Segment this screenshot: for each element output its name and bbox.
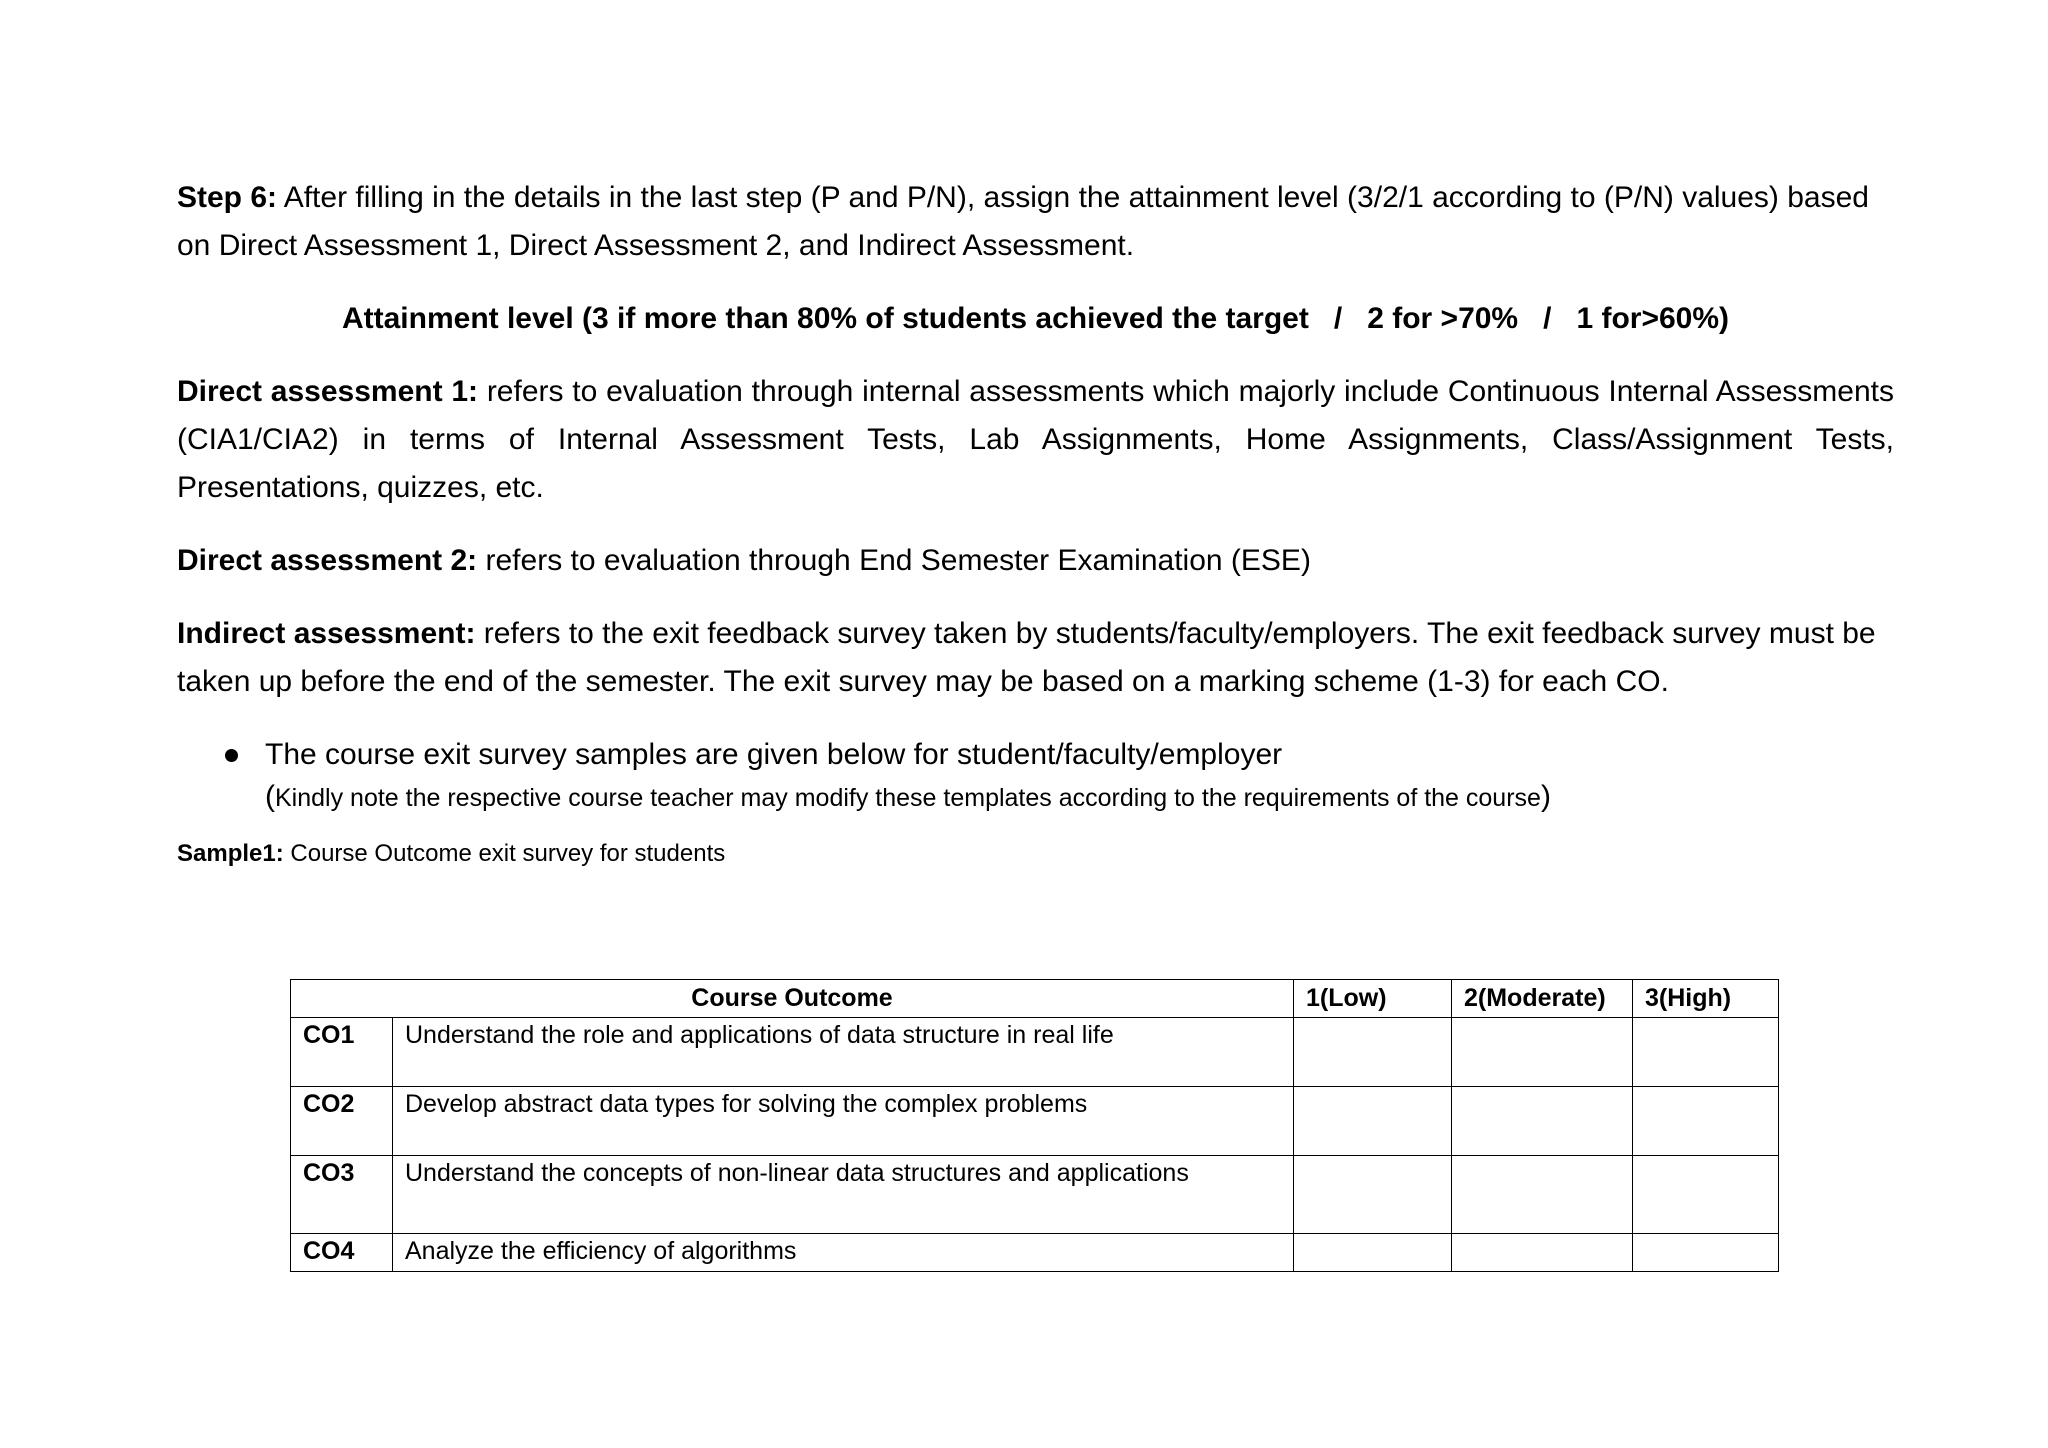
rating-high-cell[interactable] [1633, 1156, 1779, 1234]
indirect-assessment-label: Indirect assessment: [177, 617, 476, 650]
co-id-cell: CO2 [291, 1087, 393, 1156]
table-row [291, 1018, 1779, 1087]
direct-assessment-1-paragraph [177, 368, 1894, 512]
rating-low-cell[interactable] [1294, 1087, 1452, 1156]
direct-assessment-1-label: Direct assessment 1: [177, 375, 479, 408]
rating-moderate-cell[interactable] [1452, 1156, 1633, 1234]
indirect-assessment-text: refers to the exit feedback survey taken by students/faculty/employers. The exit feedback survey must be taken up before the end of the semester. The exit survey may be based on a marking scheme (1-3) for each CO. [177, 617, 1876, 698]
co-description-cell: Analyze the efficiency of algorithms [393, 1234, 1294, 1272]
rating-high-cell[interactable] [1633, 1234, 1779, 1272]
rating-low-cell[interactable] [1294, 1018, 1452, 1087]
rating-low-cell[interactable] [1294, 1156, 1452, 1234]
table-row [291, 1234, 1779, 1272]
direct-assessment-2-text: refers to evaluation through End Semester Examination (ESE) [477, 544, 1311, 577]
sample-caption [177, 834, 1894, 874]
rating-low-cell[interactable] [1294, 1234, 1452, 1272]
table-row [291, 1156, 1779, 1234]
header-low: 1(Low) [1294, 980, 1452, 1018]
table-header-row [291, 980, 1779, 1018]
note-open-paren: ( [265, 780, 275, 813]
sample-text: Course Outcome exit survey for students [283, 840, 726, 867]
attainment-level-heading: Attainment level (3 if more than 80% of students achieved the target / 2 for >70% / 1 for>60%) [341, 302, 1730, 335]
co-id-cell: CO1 [291, 1018, 393, 1087]
header-high: 3(High) [1633, 980, 1779, 1018]
direct-assessment-1-text: refers to evaluation through internal assessments which majorly include Continuous Internal Assessments (CIA1/CIA2) in terms of Internal Assessment Tests, Lab Assignments, Home Assignments, Class/Assignment Tests, Presentations, quizzes, etc. [177, 375, 1895, 504]
rating-high-cell[interactable] [1633, 1018, 1779, 1087]
bullet-list-item [177, 731, 1894, 816]
bullet-note [265, 779, 1894, 816]
step6-label: Step 6: [177, 181, 278, 214]
table-row [291, 1087, 1779, 1156]
rating-moderate-cell[interactable] [1452, 1018, 1633, 1087]
document-body [177, 174, 1894, 874]
step6-paragraph [177, 174, 1894, 270]
rating-high-cell[interactable] [1633, 1087, 1779, 1156]
sample-label: Sample1: [177, 840, 284, 867]
bullet-main-text: The course exit survey samples are given below for student/faculty/employer [265, 738, 1283, 771]
co-id-cell: CO4 [291, 1234, 393, 1272]
rating-moderate-cell[interactable] [1452, 1087, 1633, 1156]
direct-assessment-2-label: Direct assessment 2: [177, 544, 478, 577]
header-moderate: 2(Moderate) [1452, 980, 1633, 1018]
indirect-assessment-paragraph [177, 610, 1894, 706]
rating-moderate-cell[interactable] [1452, 1234, 1633, 1272]
co-description-cell: Understand the concepts of non-linear data structures and applications [393, 1156, 1294, 1234]
note-close-paren: ) [1540, 780, 1551, 813]
direct-assessment-2-paragraph [177, 537, 1894, 585]
co-description-cell: Understand the role and applications of data structure in real life [393, 1018, 1294, 1087]
step6-text: After filling in the details in the last step (P and P/N), assign the attainment level (3/2/1 according to (P/N) values) based on Direct Assessment 1, Direct Assessment 2, and Indirect Assessment. [177, 181, 1869, 262]
note-text: Kindly note the respective course teacher may modify these templates according to the requirements of the course [275, 784, 1541, 812]
co-id-cell: CO3 [291, 1156, 393, 1234]
course-outcome-survey-table [290, 979, 1779, 1272]
header-course-outcome: Course Outcome [291, 980, 1294, 1018]
bullet-icon [225, 749, 238, 762]
co-description-cell: Develop abstract data types for solving the complex problems [393, 1087, 1294, 1156]
